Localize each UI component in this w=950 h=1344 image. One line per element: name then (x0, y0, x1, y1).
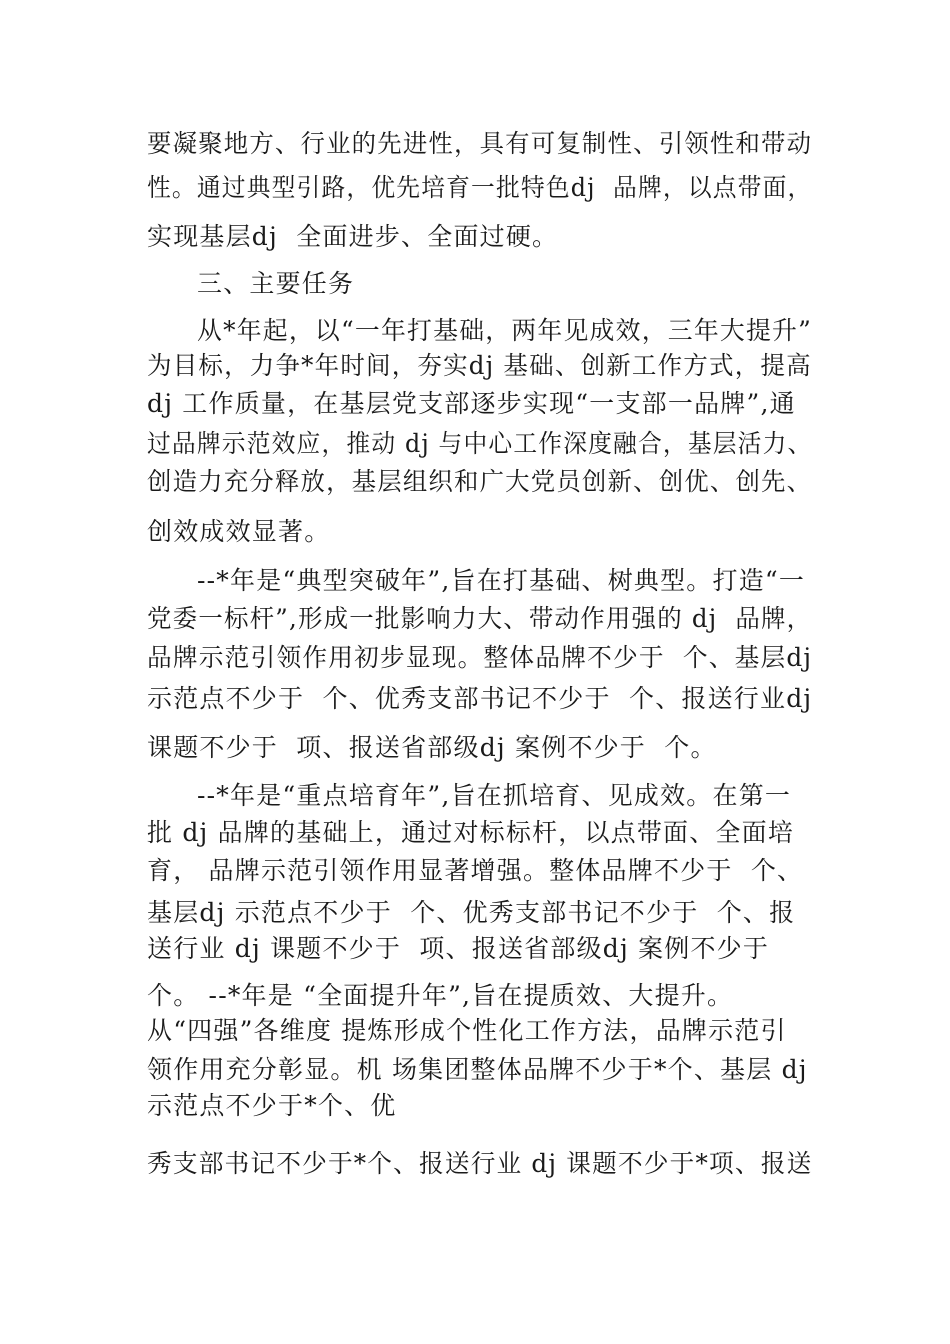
paragraph-line: 秀支部书记不少于*个、报送行业 dj 课题不少于*项、报送 (147, 1149, 813, 1178)
paragraph-line: 过品牌示范效应，推动 dj 与中心工作深度融合，基层活力、 (147, 429, 813, 458)
paragraph-line: 实现基层dj 全面进步、全面过硬。 (147, 222, 559, 251)
paragraph-line: dj 工作质量，在基层党支部逐步实现“一支部一品牌”,通 (147, 389, 796, 418)
paragraph-line: 课题不少于 项、报送省部级dj 案例不少于 个。 (147, 733, 717, 762)
section-heading: 三、主要任务 (197, 269, 355, 298)
paragraph-line: 性。通过典型引路，优先培育一批特色dj 品牌，以点带面， (147, 173, 813, 202)
paragraph-line: 批 dj 品牌的基础上，通过对标标杆，以点带面、全面培 (147, 818, 795, 847)
paragraph-line: 基层dj 示范点不少于 个、优秀支部书记不少于 个、报 (147, 898, 796, 927)
paragraph-line: 为目标，力争*年时间，夯实dj 基础、创新工作方式，提高 (147, 351, 812, 380)
paragraph-line: 创效成效显著。 (147, 517, 331, 546)
paragraph-line: 品牌示范引领作用初步显现。整体品牌不少于 个、基层dj (147, 643, 813, 672)
paragraph-line: 育， 品牌示范引领作用显著增强。整体品牌不少于 个、 (147, 856, 804, 885)
paragraph-line: 要凝聚地方、行业的先进性，具有可复制性、引领性和带动 (147, 129, 813, 158)
paragraph-line: --*年是“典型突破年”,旨在打基础、树典型。打造“一 (197, 566, 806, 595)
paragraph-line: 示范点不少于 个、优秀支部书记不少于 个、报送行业dj (147, 684, 813, 713)
paragraph-line: 个。 --*年是 “全面提升年”,旨在提质效、大提升。 (147, 981, 734, 1010)
paragraph-line: 领作用充分彰显。机 场集团整体品牌不少于*个、基层 dj (147, 1055, 808, 1084)
paragraph-line: 党委一标杆”,形成一批影响力大、带动作用强的 dj 品牌， (147, 604, 813, 633)
paragraph-line: 从*年起，以“一年打基础，两年见成效，三年大提升” (197, 316, 813, 345)
paragraph-line: 创造力充分释放，基层组织和广大党员创新、创优、创先、 (147, 467, 813, 496)
paragraph-line: 送行业 dj 课题不少于 项、报送省部级dj 案例不少于 (147, 934, 770, 963)
paragraph-line: --*年是“重点培育年”,旨在抓培育、见成效。在第一 (197, 781, 792, 810)
paragraph-line: 从“四强”各维度 提炼形成个性化工作方法，品牌示范引 (147, 1016, 787, 1045)
paragraph-line: 示范点不少于*个、优 (147, 1091, 397, 1120)
